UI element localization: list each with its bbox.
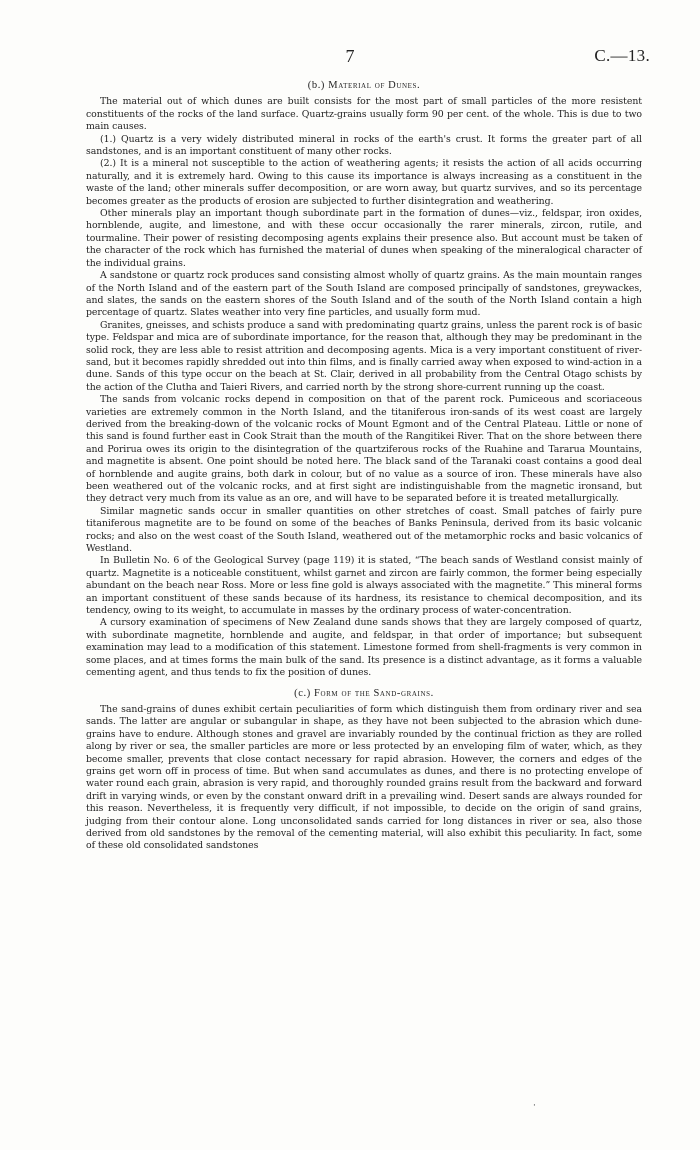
paragraph: The material out of which dunes are built consists for the most part of small particles of the more resistent constituents of the rocks of the land surface. Quartz-grains usually form 90 per cent. of the whole. This is due to two main causes. [86,96,642,133]
document-body [86,78,642,853]
print-speck: · [533,1101,536,1111]
paragraph: A cursory examination of specimens of New Zealand dune sands shows that they are largely composed of quartz, with subordinate magnetite, hornblende and augite, and feldspar, in that order of importance; but subsequent examination may lead to a modification of this statement. Limestone formed from shell-fragments is very common in some places, and at times forms the main bulk of the sand. Its presence is a distinct advantage, as it forms a valuable cementing agent, and thus tends to fix the position of dunes. [86,617,642,679]
section-marker: (b.) [307,80,326,91]
paragraph: (2.) It is a mineral not susceptible to the action of weathering agents; it resists the action of all acids occurring naturally, and it is extremely hard. Owing to this cause its importance is always increasing as a constituent in the waste of the land; other minerals suffer decomposition, or are worn away, but quartz survives, and so its percentage becomes greater as the products of erosion are subjected to further disintegration and weathering. [86,158,642,207]
page-number: 7 [345,46,355,66]
paragraph: The sands from volcanic rocks depend in composition on that of the parent rock. Pumiceous and scoriaceous varieties are extremely common in the North Island, and the titaniferous iron-sands of its west coast are largely derived from the breaking-down of the volcanic rocks of Mount Egmont and of the Central Plateau. Little or none of this sand is found further east in Cook Strait than the mouth of the Rangitikei River. That on the shore between there and Porirua owes its origin to the disintegration of the quartziferous rocks of the Ruahine and Tararua Mountains, and magnetite is absent. One point should be noted here. The black sand of the Taranaki coast contains a good deal of hornblende and augite grains, both dark in colour, but of no value as a source of iron. These minerals have also been weathered out of the volcanic rocks, and at first sight are indistinguishable from the magnetic ironsand, but they detract very much from its value as an ore, and will have to be separated before it is treated metallurgically. [86,394,642,505]
paragraph: Similar magnetic sands occur in smaller quantities on other stretches of coast. Small patches of fairly pure titaniferous magnetite are to be found on some of the beaches of Banks Peninsula, derived from its basic volcanic rocks; and also on the west coast of the South Island, weathered out of the metamorphic rocks and basic volcanics of Westland. [86,505,642,555]
section-title: Material of Dunes. [328,80,421,91]
paragraph: A sandstone or quartz rock produces sand consisting almost wholly of quartz grains. As the main mountain ranges of the North Island and of the eastern part of the South Island are composed principally of sandstones, greywackes, and slates, the sands on the eastern shores of the South Island and of the south of the North Island contain a high percentage of quartz. Slates weather into very fine particles, and usually form mud. [86,270,642,319]
document-code: C.—13. [594,46,650,65]
paragraph: Granites, gneisses, and schists produce a sand with predominating quartz grains, unless the parent rock is of basic type. Feldspar and mica are of subordinate importance, for the reason that, although they may be predominant in the solid rock, they are less able to resist attrition and decomposing agents. Mica is a very important constituent of river-sand, but it becomes rapidly shredded out into thin films, and is finally carried away when exposed to wind-action in a dune. Sands of this type occur on the beach at St. Clair, derived in all probability from the Central Otago schists by the action of the Clutha and Taieri Rivers, and carried north by the strong shore-current running up the coast. [86,319,642,393]
section-heading-form-of-sand-grains [86,688,642,700]
section-heading-material-of-dunes [86,80,642,92]
section-marker: (c.) [294,687,311,699]
paragraph: In Bulletin No. 6 of the Geological Survey (page 119) it is stated, “The beach sands of Westland consist mainly of quartz. Magnetite is a noticeable constituent, whilst garnet and zircon are fairly common, the former being especially abundant on the beach near Ross. More or less fine gold is always associated with the magnetite.” This mineral forms an important constituent of these sands because of its hardness, its resistance to chemical decomposition, and its tendency, owing to its weight, to accumulate in masses by the ordinary process of water-concentration. [86,555,642,617]
section-title: Form of the Sand-grains. [314,687,434,699]
paragraph: Other minerals play an important though subordinate part in the formation of dunes—viz., feldspar, iron oxides, hornblende, augite, and limestone, and with these occur occasionally the rarer minerals, zircon, rutile, and tourmaline. Their power of resisting decomposing agents explains their presence also. But account must be taken of the character of the rock which has furnished the material of dunes when speaking of the mineralogical character of the individual grains. [86,208,642,269]
paragraph: The sand-grains of dunes exhibit certain peculiarities of form which distinguish them from ordinary river and sea sands. The latter are angular or subangular in shape, as they have not been subjected to the abrasion which dune-grains have to endure. Although stones and gravel are invariably rounded by the continual friction as they are rolled along by river or sea, the smaller particles are more or less protected by an enveloping film of water, which, as they become smaller, prevents that close contact necessary for rapid abrasion. However, the corners and edges of the grains get worn off in process of time. But when sand accumulates as dunes, and there is no protecting envelope of water round each grain, abrasion is very rapid, and thoroughly rounded grains result from the backward and forward drift in varying winds, or even by the constant onward drift in a prevailing wind. Desert sands are always rounded for this reason. Nevertheless, it is frequently very difficult, if not impossible, to decide on the origin of sand grains, judging from their contour alone. Long unconsolidated sands carried for long distances in river or sea, also those derived from old sandstones by the removal of the cementing material, will also exhibit this peculiarity. In fact, some of these old consolidated sandstones [86,703,642,852]
paragraph: (1.) Quartz is a very widely distributed mineral in rocks of the earth's crust. It forms the greater part of all sandstones, and is an important constituent of many other rocks. [86,133,642,158]
